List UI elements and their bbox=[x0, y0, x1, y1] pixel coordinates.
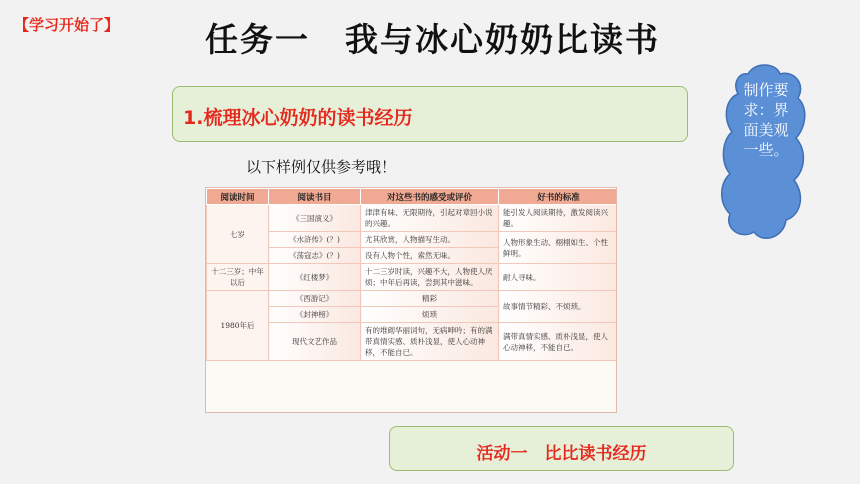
section-heading-box bbox=[172, 86, 688, 142]
cell-standard: 故事情节精彩、不烦琐。 bbox=[499, 291, 618, 323]
cell-book: 《水浒传》(？) bbox=[269, 232, 361, 248]
cell-feeling: 十二三岁时读，兴趣不大，人物使人厌烦；中年后再读，尝到其中滋味。 bbox=[361, 264, 499, 291]
table-header: 阅读书目 bbox=[269, 189, 361, 205]
sample-note: 以下样例仅供参考哦！ bbox=[246, 158, 397, 176]
activity-box bbox=[389, 426, 734, 471]
section-heading: 1.梳理冰心奶奶的读书经历 bbox=[183, 107, 413, 129]
cell-feeling: 精彩 bbox=[361, 291, 499, 307]
cell-time: 1980年后 bbox=[207, 291, 269, 361]
cell-feeling: 烦琐 bbox=[361, 307, 499, 323]
table-header: 对这些书的感受或评价 bbox=[361, 189, 499, 205]
cell-time: 七岁 bbox=[207, 205, 269, 264]
activity-label: 活动一 比比读书经历 bbox=[476, 444, 647, 464]
requirement-cloud bbox=[718, 60, 812, 250]
table-header: 好书的标准 bbox=[499, 189, 618, 205]
cell-feeling: 有的堆砌华丽词句，无病呻吟；有的满带真情实感、质朴浅显，使人心动神移，不能自已。 bbox=[361, 323, 499, 361]
page-title: 任务一 我与冰心奶奶比读书 bbox=[205, 20, 660, 59]
cell-feeling: 津津有味、无限期待，引起对章回小说的兴趣。 bbox=[361, 205, 499, 232]
table-row bbox=[207, 205, 618, 232]
cell-book: 《封神榜》 bbox=[269, 307, 361, 323]
cell-standard: 耐人寻味。 bbox=[499, 264, 618, 291]
cell-feeling: 尤其欣赏，人物描写生动。 bbox=[361, 232, 499, 248]
cell-book: 现代文艺作品 bbox=[269, 323, 361, 361]
cell-book: 《荡寇志》(？) bbox=[269, 248, 361, 264]
lesson-tag: 【学习开始了】 bbox=[14, 16, 120, 34]
table-row bbox=[207, 291, 618, 307]
cell-standard: 满带真情实感、质朴浅显，使人心动神移，不能自已。 bbox=[499, 323, 618, 361]
cell-book: 《三国演义》 bbox=[269, 205, 361, 232]
requirement-text: 制作要求：界面美观一些。 bbox=[743, 81, 789, 159]
sample-table bbox=[206, 188, 617, 361]
sample-table-image bbox=[205, 187, 617, 413]
cell-time: 十二三岁；中年以后 bbox=[207, 264, 269, 291]
cell-standard: 人物形象生动、栩栩如生、个性鲜明。 bbox=[499, 232, 618, 264]
cell-book: 《西游记》 bbox=[269, 291, 361, 307]
table-header-row bbox=[207, 189, 618, 205]
cell-feeling: 没有人物个性，索然无味。 bbox=[361, 248, 499, 264]
cell-standard: 能引发人阅读期待，激发阅读兴趣。 bbox=[499, 205, 618, 232]
table-header: 阅读时间 bbox=[207, 189, 269, 205]
table-row bbox=[207, 323, 618, 361]
table-row bbox=[207, 232, 618, 248]
cell-book: 《红楼梦》 bbox=[269, 264, 361, 291]
table-row bbox=[207, 264, 618, 291]
